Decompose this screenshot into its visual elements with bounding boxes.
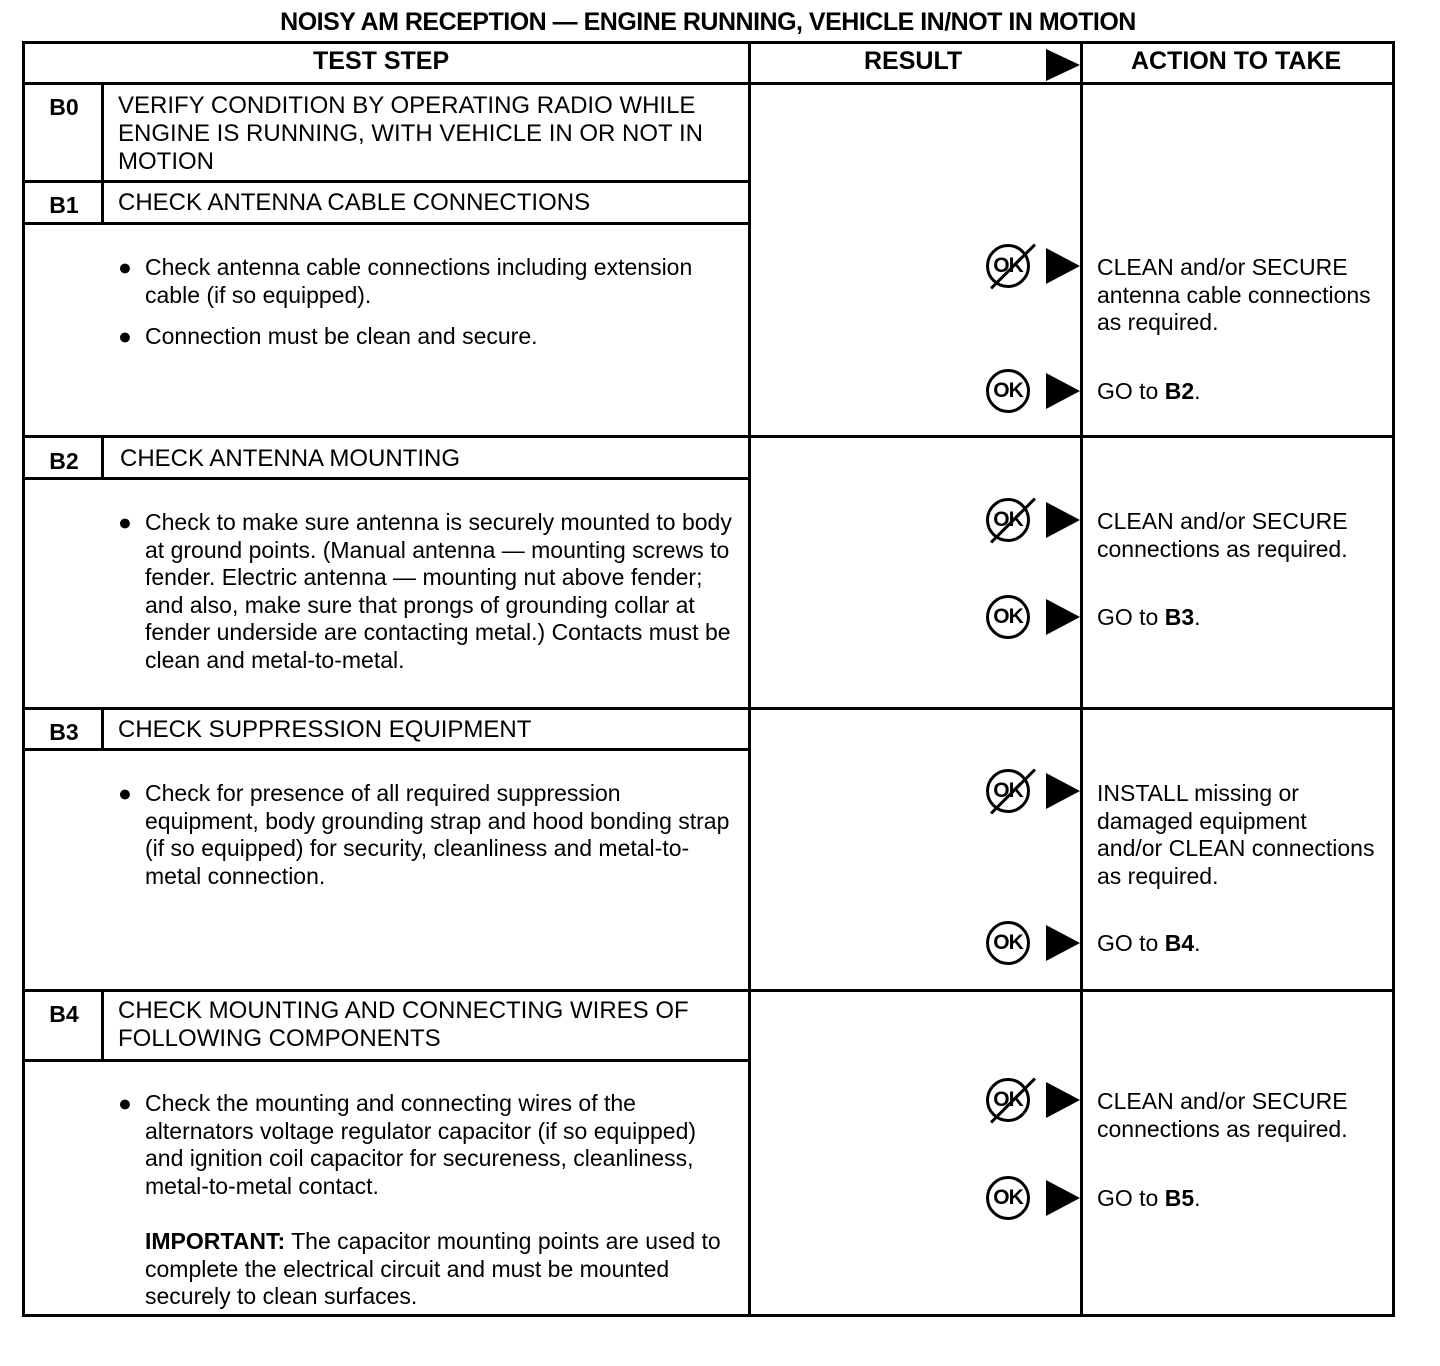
page-title: NOISY AM RECEPTION — ENGINE RUNNING, VEHICLE IN/NOT IN MOTION — [280, 8, 1136, 36]
ok-circle-icon: OK — [986, 921, 1030, 965]
ok-circle-icon: OK — [986, 498, 1030, 542]
important-note: IMPORTANT: The capacitor mounting points are used to complete the electrical circuit and must be mounted securely to clean surfaces. — [145, 1228, 721, 1309]
step-code: B0 — [49, 94, 79, 120]
result-ok — [984, 366, 1082, 420]
action-text: GO to B4. — [1097, 930, 1201, 956]
step-title: CHECK ANTENNA CABLE CONNECTIONS — [118, 189, 591, 216]
bullet-icon: ● — [118, 254, 132, 280]
step-title: CHECK MOUNTING AND CONNECTING WIRES OF FOLLOWING COMPONENTS — [118, 997, 689, 1052]
divider — [22, 707, 1395, 710]
arrow-right-icon — [1046, 49, 1080, 81]
divider — [22, 748, 750, 751]
divider — [22, 222, 750, 225]
action-text: GO to B5. — [1097, 1185, 1201, 1211]
header-action: ACTION TO TAKE — [1131, 47, 1342, 75]
bullet-icon: ● — [118, 323, 132, 349]
result-not-ok — [984, 241, 1082, 295]
ok-circle-icon: OK — [986, 595, 1030, 639]
result-not-ok — [984, 1075, 1082, 1129]
header-result: RESULT — [864, 47, 963, 75]
arrow-right-icon — [1046, 925, 1080, 961]
ok-circle-icon: OK — [986, 1078, 1030, 1122]
divider — [22, 1059, 750, 1062]
arrow-right-icon — [1046, 773, 1080, 809]
result-ok — [984, 592, 1082, 646]
action-text: INSTALL missing or damaged equipment and/or CLEAN connections as required. — [1097, 780, 1375, 889]
action-text: GO to B3. — [1097, 604, 1201, 630]
divider — [22, 180, 750, 183]
step-title: VERIFY CONDITION BY OPERATING RADIO WHILE ENGINE IS RUNNING, WITH VEHICLE IN OR NOT IN MOTION — [118, 92, 703, 175]
arrow-right-icon — [1046, 1180, 1080, 1216]
ok-circle-icon: OK — [986, 369, 1030, 413]
bullet-icon: ● — [118, 509, 132, 535]
action-text: CLEAN and/or SECURE connections as required. — [1097, 508, 1348, 562]
arrow-right-icon — [1046, 599, 1080, 635]
action-text: CLEAN and/or SECURE antenna cable connections as required. — [1097, 254, 1371, 335]
bullet-item: ● Connection must be clean and secure. — [118, 323, 538, 349]
divider — [748, 41, 751, 1317]
bullet-icon: ● — [118, 1090, 132, 1116]
result-ok — [984, 918, 1082, 972]
divider — [22, 82, 1395, 85]
bullet-item: ● Check antenna cable connections including extension cable (if so equipped). — [118, 254, 693, 308]
ok-circle-icon: OK — [986, 244, 1030, 288]
result-ok — [984, 1173, 1082, 1227]
step-code: B2 — [49, 448, 79, 474]
divider — [22, 477, 750, 480]
bullet-item: ● Check to make sure antenna is securely mounted to body at ground points. (Manual antenna — mounting screws to fender. Electric antenna — mounting nut above fender; and also, make sure that prongs of grounding collar at fender underside are contacting metal.) Contacts must be clean and metal-to-metal. — [118, 509, 732, 673]
arrow-right-icon — [1046, 248, 1080, 284]
divider — [22, 435, 1395, 438]
bullet-icon: ● — [118, 780, 132, 806]
action-text: GO to B2. — [1097, 378, 1201, 404]
bullet-item: ● Check the mounting and connecting wires of the alternators voltage regulator capacitor (if so equipped) and ignition coil capacitor for secureness, cleanliness, metal-to-metal contact. — [118, 1090, 697, 1199]
action-text: CLEAN and/or SECURE connections as required. — [1097, 1088, 1348, 1142]
step-title: CHECK SUPPRESSION EQUIPMENT — [118, 716, 532, 743]
arrow-right-icon — [1046, 373, 1080, 409]
step-code: B3 — [49, 719, 79, 745]
result-not-ok — [984, 766, 1082, 820]
result-not-ok — [984, 495, 1082, 549]
arrow-right-icon — [1046, 502, 1080, 538]
step-code: B1 — [49, 192, 79, 218]
divider — [22, 989, 1395, 992]
ok-circle-icon: OK — [986, 769, 1030, 813]
step-title: CHECK ANTENNA MOUNTING — [120, 445, 461, 472]
arrow-right-icon — [1046, 1082, 1080, 1118]
bullet-item: ● Check for presence of all required suppression equipment, body grounding strap and hood bonding strap (if so equipped) for security, cleanliness and metal-to-metal connection. — [118, 780, 730, 889]
header-test-step: TEST STEP — [313, 47, 450, 75]
step-code: B4 — [49, 1001, 79, 1027]
ok-circle-icon: OK — [986, 1176, 1030, 1220]
